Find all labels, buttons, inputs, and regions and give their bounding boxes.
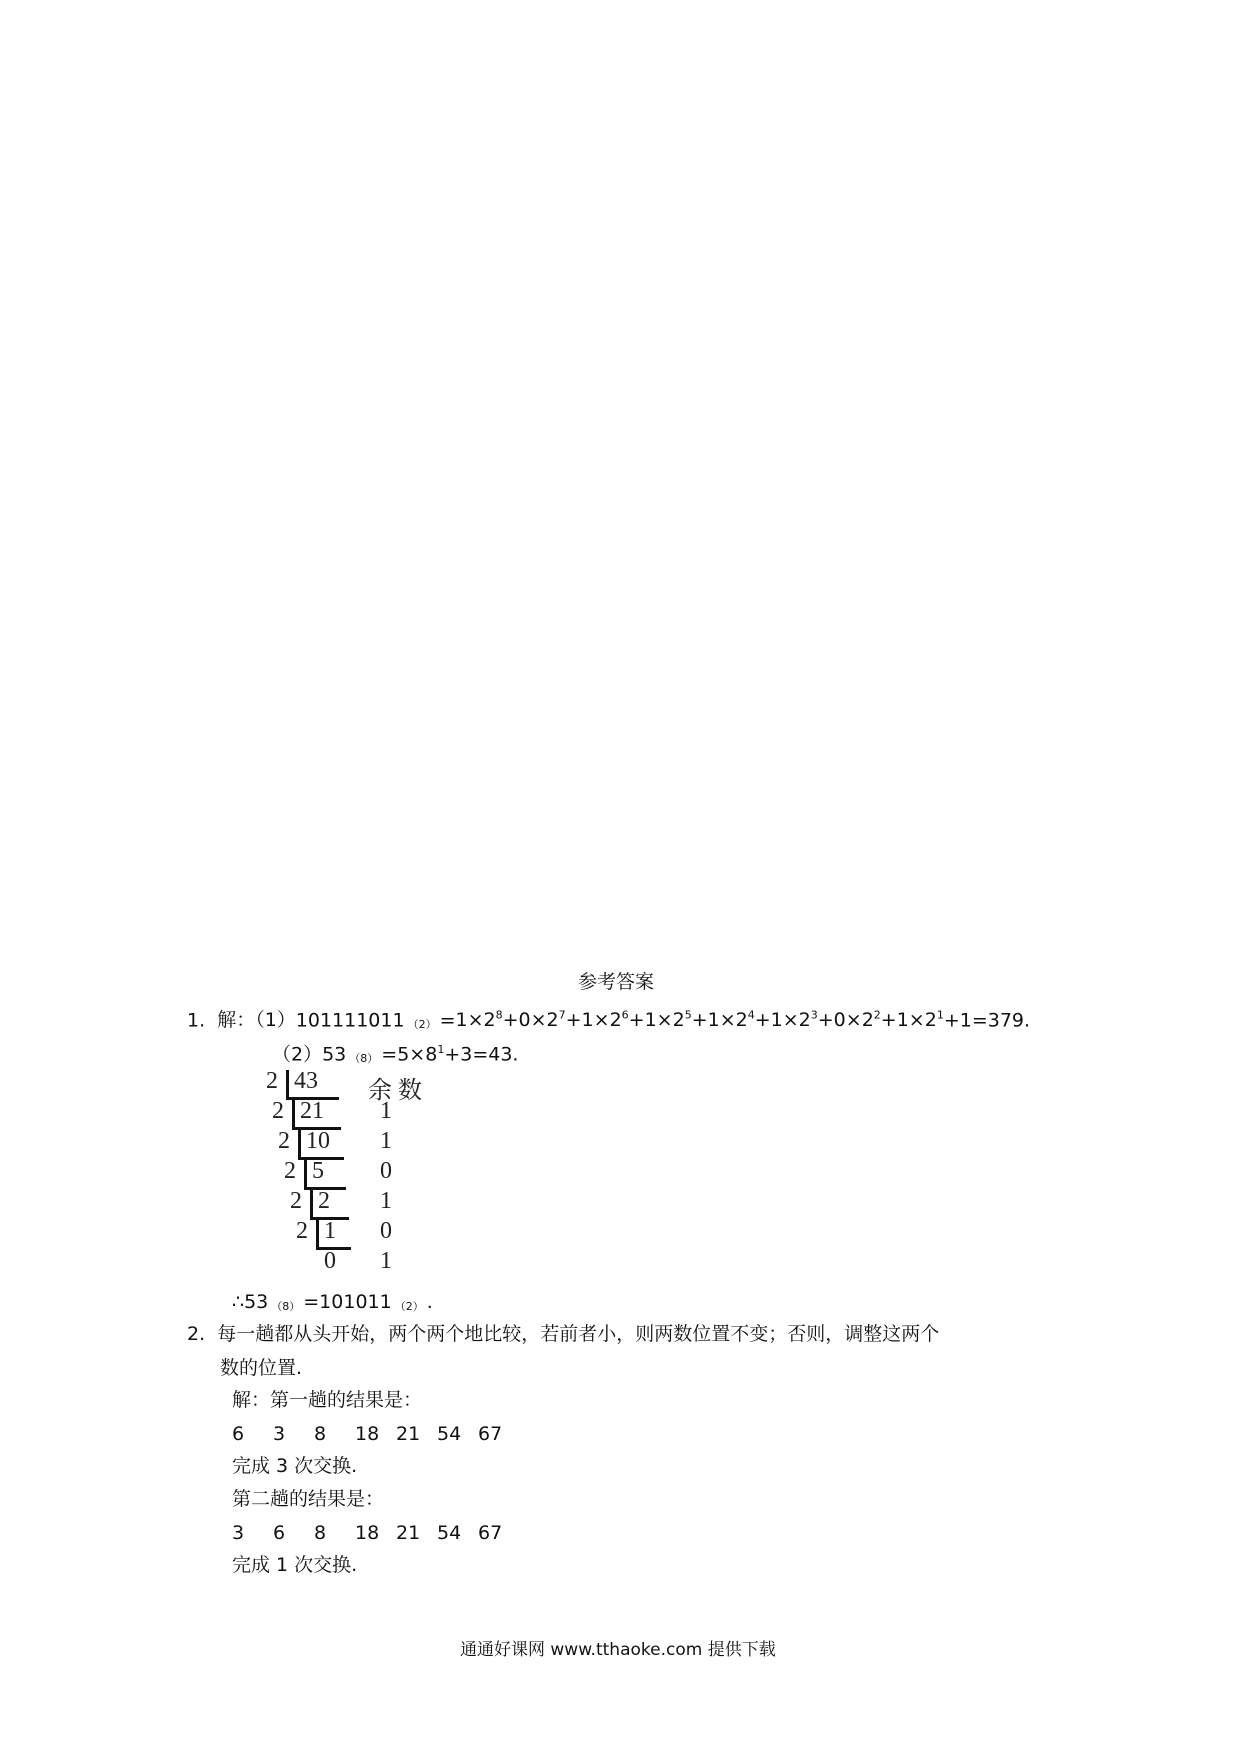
exponent: 1: [936, 1009, 944, 1022]
sequence-value: 54: [437, 1423, 462, 1445]
exponent: 2: [873, 1009, 881, 1022]
sequence-value: 3: [273, 1423, 286, 1445]
divisor: 2: [266, 1068, 278, 1094]
sequence-value: 67: [478, 1522, 503, 1544]
dividend: 2: [318, 1188, 330, 1214]
answer-intro: 解：（1）: [217, 1009, 296, 1032]
divisor: 2: [284, 1158, 296, 1184]
sequence-value: 8: [314, 1423, 327, 1445]
exponent: 7: [558, 1009, 566, 1022]
expansion-term: 1×2: [455, 1009, 496, 1032]
answer-1-line-2: [272, 1038, 518, 1071]
short-division-diagram: [266, 1068, 450, 1288]
divisor: 2: [272, 1098, 284, 1124]
question-number: 1.: [187, 1009, 206, 1032]
exponent: 6: [621, 1009, 629, 1022]
dividend: 0: [324, 1248, 336, 1274]
pass1-sequence: [232, 1422, 519, 1446]
conversion-conclusion: [232, 1290, 433, 1319]
remainder-header: 余 数: [368, 1078, 422, 1104]
remainder: 0: [380, 1218, 392, 1244]
expansion-tail: +1=379.: [943, 1009, 1031, 1032]
binary-number: 101111011: [295, 1009, 405, 1032]
divisor: 2: [290, 1188, 302, 1214]
page-footer: 通通好课网 www.tthaoke.com 提供下载: [460, 1640, 776, 1660]
division-bracket: [304, 1160, 346, 1190]
answer-2-line-2: 数的位置.: [220, 1357, 303, 1379]
exponent: 8: [495, 1009, 503, 1022]
base-subscript: （8）: [271, 1300, 301, 1313]
answer-text: 每一趟都从头开始，两个两个地比较，若前者小，则两数位置不变；否则，调整这两个: [217, 1323, 940, 1345]
remainder: 0: [380, 1158, 392, 1184]
expansion-term: +1×2: [880, 1009, 937, 1032]
dividend: 43: [294, 1068, 318, 1094]
remainder: 1: [380, 1248, 392, 1274]
period: .: [426, 1291, 433, 1313]
dividend: 21: [300, 1098, 324, 1124]
sequence-value: 6: [232, 1423, 245, 1445]
part-label: （2）: [272, 1043, 323, 1066]
sequence-value: 67: [478, 1423, 503, 1445]
remainder: 1: [380, 1098, 392, 1124]
expansion-term: +0×2: [502, 1009, 559, 1032]
sequence-value: 8: [314, 1522, 327, 1544]
pass2-swaps: 完成 1 次交换.: [232, 1554, 358, 1576]
section-title: 参考答案: [578, 971, 655, 993]
base-subscript: （2）: [407, 1018, 437, 1032]
sequence-value: 18: [355, 1522, 380, 1544]
sequence-value: 21: [396, 1423, 421, 1445]
expansion-term: +1×2: [691, 1009, 748, 1032]
pass2-label: 第二趟的结果是：: [232, 1488, 385, 1510]
exponent: 3: [810, 1009, 818, 1022]
sequence-value: 3: [232, 1522, 245, 1544]
pass1-label: 解：第一趟的结果是：: [232, 1389, 423, 1411]
sequence-value: 21: [396, 1522, 421, 1544]
equation-part: +3=43.: [444, 1043, 519, 1066]
remainder: 1: [380, 1188, 392, 1214]
expansion-term: +1×2: [565, 1009, 622, 1032]
sequence-value: 18: [355, 1423, 380, 1445]
pass2-sequence: [232, 1521, 519, 1545]
exponent: 5: [684, 1009, 692, 1022]
pass1-swaps: 完成 3 次交换.: [232, 1455, 358, 1477]
exponent: 1: [437, 1043, 445, 1056]
conclusion-result: =101011: [303, 1291, 392, 1313]
answer-1-line-1: 1. 解：（1）101111011 $_{(2)} =1\times 2^8+0\times 2^7+1\times 2^6+1\times 2^5+1\times 2^4+1\times 2^3+0\times 2^2+1\times 2^1+1=379$.: [187, 1009, 1031, 1032]
expansion-term: +1×2: [628, 1009, 685, 1032]
dividend: 1: [324, 1218, 336, 1244]
octal-number: 53: [322, 1043, 347, 1066]
dividend: 10: [306, 1128, 330, 1154]
divisor: 2: [278, 1128, 290, 1154]
answer-2-line-1: [187, 1322, 939, 1346]
question-number: 2.: [187, 1323, 206, 1345]
power-expansion: [456, 1009, 944, 1031]
dividend: 5: [312, 1158, 324, 1184]
divisor: 2: [296, 1218, 308, 1244]
conclusion-number: ∴53: [232, 1291, 269, 1313]
expansion-term: +1×2: [754, 1009, 811, 1032]
sequence-value: 54: [437, 1522, 462, 1544]
sequence-value: 6: [273, 1522, 286, 1544]
exponent: 4: [747, 1009, 755, 1022]
base-subscript: （2）: [394, 1300, 424, 1313]
expansion-term: +0×2: [817, 1009, 874, 1032]
remainder: 1: [380, 1128, 392, 1154]
base-subscript: （8）: [349, 1052, 379, 1066]
equation-part: =5×8: [381, 1043, 438, 1066]
